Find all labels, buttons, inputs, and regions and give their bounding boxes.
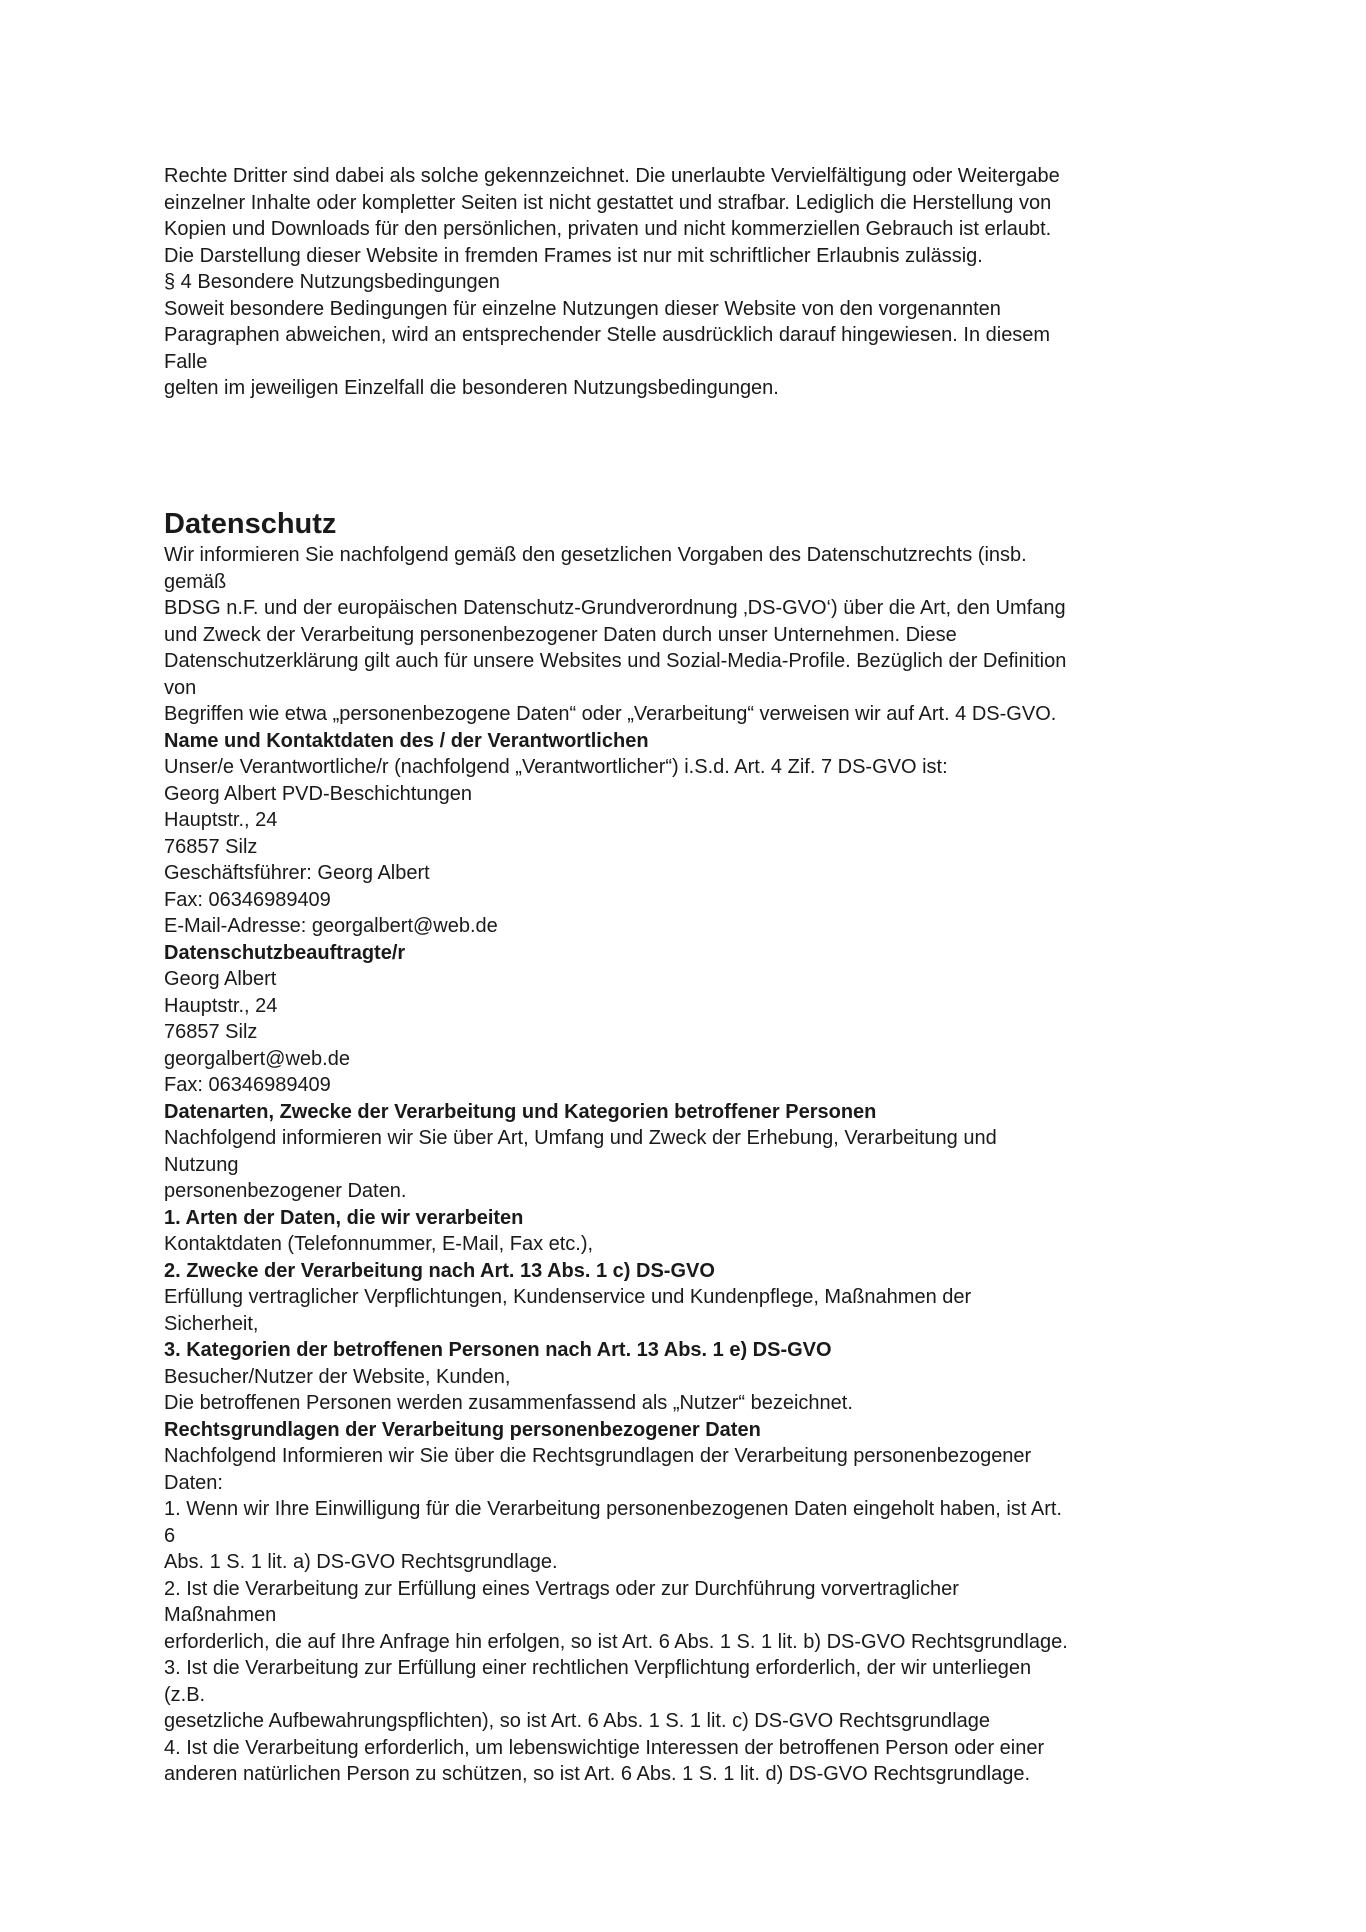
page-heading-datenschutz: Datenschutz	[164, 508, 337, 540]
section-title-nutzungsbedingungen: § 4 Besondere Nutzungsbedingungen	[164, 271, 500, 293]
subheading-verantwortlicher: Name und Kontaktdaten des / der Verantwortlichen	[164, 729, 649, 752]
text-line: Soweit besondere Bedingungen für einzelne Nutzungen dieser Website von den vorgenannten	[164, 297, 1001, 320]
text-line: (z.B.	[164, 1683, 206, 1706]
text-line: Falle	[164, 350, 208, 373]
text-line: Begriffen wie etwa „personenbezogene Daten“ oder „Verarbeitung“ verweisen wir auf Art. 4 DS-GVO.	[164, 703, 1057, 725]
dpo-name: Georg Albert	[164, 968, 277, 990]
address-street: Hauptstr., 24	[164, 809, 278, 831]
text-line: Wir informieren Sie nachfolgend gemäß den gesetzlichen Vorgaben des Datenschutzrechts (insb.	[164, 544, 1027, 566]
text-line: Daten:	[164, 1471, 223, 1494]
text-line: Unser/e Verantwortliche/r (nachfolgend „Verantwortlicher“) i.S.d. Art. 4 Zif. 7 DS-GVO ist:	[164, 756, 948, 778]
text-line: Paragraphen abweichen, wird an entsprechender Stelle ausdrücklich darauf hingewiesen. In diesem	[164, 324, 1051, 346]
text-line: Sicherheit,	[164, 1312, 259, 1335]
text-line: Rechte Dritter sind dabei als solche gekennzeichnet. Die unerlaubte Vervielfältigung oder Weitergabe	[164, 165, 1060, 187]
address-city: 76857 Silz	[164, 835, 258, 858]
dpo-fax: Fax: 06346989409	[164, 1074, 331, 1096]
text-line: einzelner Inhalte oder kompletter Seiten ist nicht gestattet und strafbar. Lediglich die Herstellung von	[164, 191, 1052, 214]
text-line: 2. Ist die Verarbeitung zur Erfüllung eines Vertrags oder zur Durchführung vorvertraglicher	[164, 1577, 959, 1600]
dpo-email: georgalbert@web.de	[164, 1047, 350, 1070]
dpo-street: Hauptstr., 24	[164, 994, 278, 1017]
text-line: Maßnahmen	[164, 1604, 277, 1626]
text-line: Abs. 1 S. 1 lit. a) DS-GVO Rechtsgrundlage.	[164, 1551, 558, 1573]
subheading-arten-der-daten: 1. Arten der Daten, die wir verarbeiten	[164, 1206, 524, 1229]
text-line: Kopien und Downloads für den persönlichen, privaten und nicht kommerziellen Gebrauch ist erlaubt.	[164, 218, 1052, 240]
subheading-datenschutzbeauftragte: Datenschutzbeauftragte/r	[164, 941, 406, 964]
text-line: anderen natürlichen Person zu schützen, so ist Art. 6 Abs. 1 S. 1 lit. d) DS-GVO Rechtsgrundlage.	[164, 1763, 1031, 1785]
terms-section	[164, 163, 1224, 402]
text-line: gesetzliche Aufbewahrungspflichten), so ist Art. 6 Abs. 1 S. 1 lit. c) DS-GVO Rechtsgrundlage	[164, 1710, 990, 1732]
text-line: Besucher/Nutzer der Website, Kunden,	[164, 1365, 511, 1388]
text-line: Kontaktdaten (Telefonnummer, E-Mail, Fax etc.),	[164, 1233, 594, 1255]
text-line: 4. Ist die Verarbeitung erforderlich, um lebenswichtige Interessen der betroffenen Person oder einer	[164, 1736, 1045, 1759]
text-line: 3. Ist die Verarbeitung zur Erfüllung einer rechtlichen Verpflichtung erforderlich, der wir unterliegen	[164, 1657, 1032, 1679]
text-line: personenbezogener Daten.	[164, 1180, 407, 1202]
subheading-kategorien: 3. Kategorien der betroffenen Personen nach Art. 13 Abs. 1 e) DS-GVO	[164, 1339, 832, 1361]
managing-director: Geschäftsführer: Georg Albert	[164, 862, 430, 884]
text-line: Nutzung	[164, 1153, 239, 1176]
text-line: BDSG n.F. und der europäischen Datenschutz-Grundverordnung ‚DS-GVO‘) über die Art, den Umfang	[164, 597, 1066, 619]
text-line: 6	[164, 1524, 176, 1547]
text-line: 1. Wenn wir Ihre Einwilligung für die Verarbeitung personenbezogenen Daten eingeholt haben, ist Art.	[164, 1498, 1062, 1520]
subheading-zwecke: 2. Zwecke der Verarbeitung nach Art. 13 Abs. 1 c) DS-GVO	[164, 1259, 715, 1282]
text-line: erforderlich, die auf Ihre Anfrage hin erfolgen, so ist Art. 6 Abs. 1 S. 1 lit. b) DS-GVO Rechtsgrundlage.	[164, 1630, 1068, 1653]
datenschutz-section	[164, 507, 1224, 1788]
text-line: Die Darstellung dieser Website in fremden Frames ist nur mit schriftlicher Erlaubnis zulässig.	[164, 244, 983, 267]
subheading-rechtsgrundlagen: Rechtsgrundlagen der Verarbeitung personenbezogener Daten	[164, 1418, 761, 1441]
text-line: Nachfolgend Informieren wir Sie über die Rechtsgrundlagen der Verarbeitung personenbezogener	[164, 1445, 1032, 1467]
text-line: Datenschutzerklärung gilt auch für unsere Websites und Sozial-Media-Profile. Bezüglich der Definition	[164, 650, 1067, 672]
company-name: Georg Albert PVD-Beschichtungen	[164, 782, 472, 805]
text-line: gemäß	[164, 570, 227, 593]
text-line: und Zweck der Verarbeitung personenbezogener Daten durch unser Unternehmen. Diese	[164, 623, 957, 646]
email-address: E-Mail-Adresse: georgalbert@web.de	[164, 915, 498, 937]
text-line: gelten im jeweiligen Einzelfall die besonderen Nutzungsbedingungen.	[164, 377, 779, 399]
text-line: Nachfolgend informieren wir Sie über Art, Umfang und Zweck der Erhebung, Verarbeitung und	[164, 1127, 997, 1149]
text-line: von	[164, 676, 197, 699]
dpo-city: 76857 Silz	[164, 1021, 258, 1043]
subheading-datenarten: Datenarten, Zwecke der Verarbeitung und Kategorien betroffener Personen	[164, 1100, 877, 1123]
text-line: Erfüllung vertraglicher Verpflichtungen, Kundenservice und Kundenpflege, Maßnahmen der	[164, 1286, 972, 1308]
fax-number: Fax: 06346989409	[164, 888, 331, 911]
text-line: Die betroffenen Personen werden zusammenfassend als „Nutzer“ bezeichnet.	[164, 1392, 853, 1414]
